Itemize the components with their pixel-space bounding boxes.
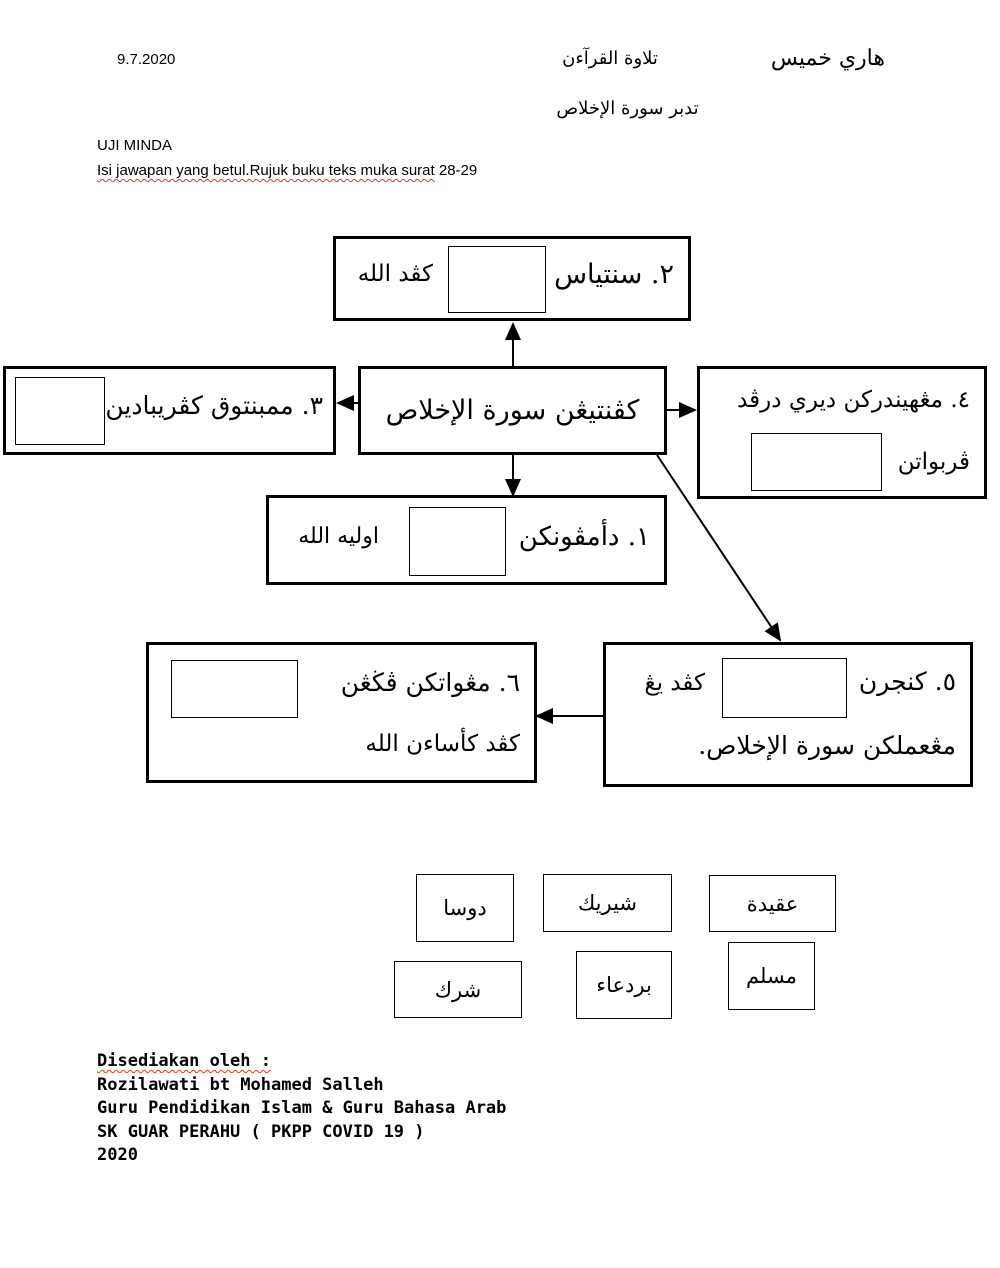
box1-suffix: اوليه الله [298,524,379,549]
box-1 [266,495,667,585]
box6-label: ٦. مڠواتكن ڤڬڠن [340,668,520,697]
footer-author: Rozilawati bt Mohamed Salleh [97,1074,384,1095]
subject-label: تلاوة القرآءن [562,48,658,69]
quiz-title: UJI MINDA [97,137,172,154]
box3-label: ٣. ممبنتوق كڤريبادين [105,391,323,420]
footer-prepared-by: Disediakan oleh : [97,1051,271,1071]
topic-title: تدبر سورة الإخلاص [556,98,699,119]
word-card[interactable]: دوسا [416,874,514,942]
box-3 [3,366,336,455]
box4-line2: ڤربواتن [897,449,970,475]
footer-role: Guru Pendidikan Islam & Guru Bahasa Arab [97,1098,507,1118]
box1-answer-blank[interactable] [409,507,506,576]
box2-label: ٢. سنتياس [554,259,674,290]
day-label: هاري خميس [770,46,885,71]
box4-line1: ٤. مڠهيندركن ديري درڤد [737,387,970,413]
box1-label: ١. دأمڤونكن [518,522,650,552]
box2-answer-blank[interactable] [448,246,546,313]
footer-year: 2020 [97,1145,138,1165]
box-6 [146,642,537,783]
box5-line2: مڠعملكن سورة الإخلاص. [698,731,956,760]
box-5 [603,642,973,787]
word-card[interactable]: بردعاء [576,951,672,1019]
box-2 [333,236,691,321]
box6-answer-blank[interactable] [171,660,298,718]
box2-suffix: كڤد الله [357,261,433,287]
footer [97,1050,506,1168]
footer-school: SK GUAR PERAHU ( PKPP COVID 19 ) [97,1121,425,1142]
date: 9.7.2020 [117,51,176,68]
word-card[interactable]: مسلم [728,942,815,1010]
box5-suffix: كڤد يڠ [644,670,705,696]
center-box [358,366,667,455]
word-card[interactable]: عقيدة [709,875,836,932]
center-label: كڤنتيڠن سورة الإخلاص [385,395,640,426]
instruction-pages: 28-29 [438,162,478,179]
box-4 [697,366,987,499]
word-card[interactable]: شيريك [543,874,672,932]
word-card[interactable]: شرك [394,961,522,1018]
box4-answer-blank[interactable] [751,433,882,491]
box3-answer-blank[interactable] [15,377,105,445]
box5-answer-blank[interactable] [722,658,847,718]
box6-line2: كڤد كأساءن الله [365,731,520,757]
instruction-prefix: Isi jawapan yang betul.Rujuk buku teks muka surat [97,162,435,179]
box5-label: ٥. كنجرن [858,667,956,696]
